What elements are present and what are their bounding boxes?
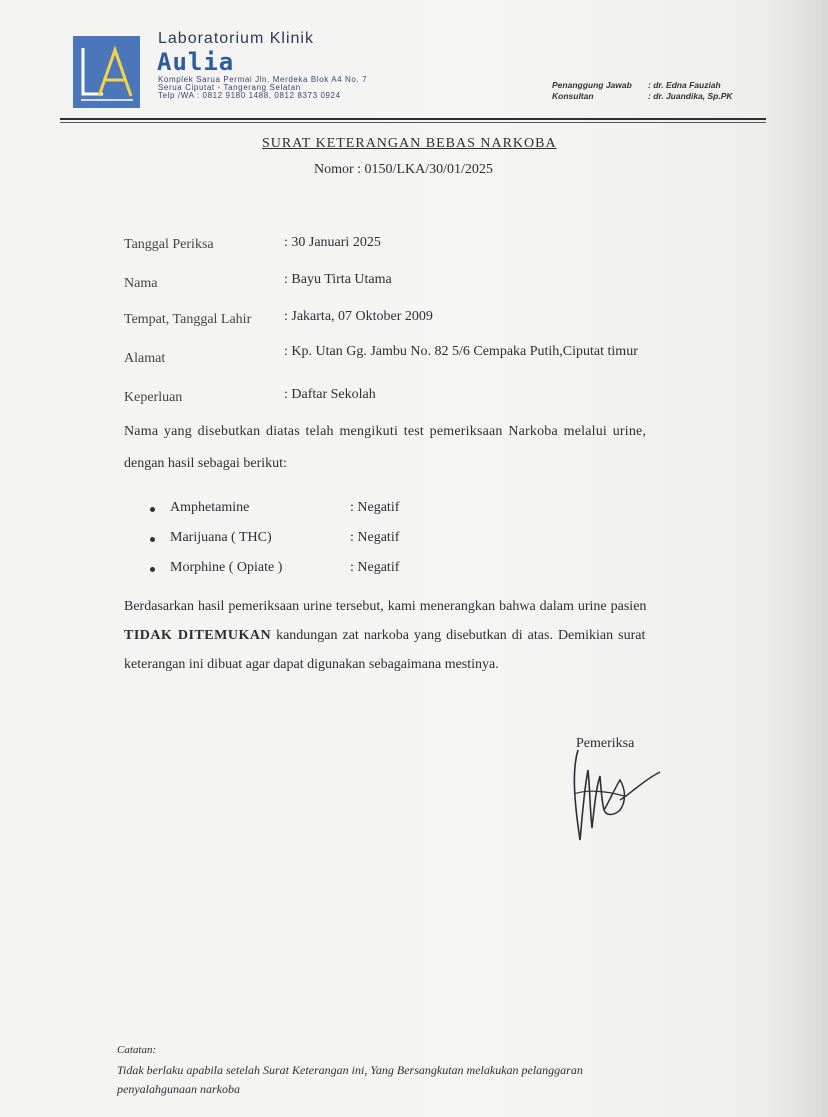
clinic-logo: [73, 36, 140, 108]
field-label: Alamat: [124, 351, 166, 366]
conclusion-emphasis: TIDAK DITEMUKAN: [124, 628, 272, 643]
clinic-name: Aulia: [157, 48, 235, 76]
note-text: [117, 1061, 583, 1099]
header-divider-thin: [60, 122, 766, 123]
conclusion-text: keterangan ini dibuat agar dapat digunakan sebagaimana mestinya.: [124, 657, 499, 672]
test-name: Marijuana ( THC): [170, 530, 272, 545]
test-name: Morphine ( Opiate ): [170, 560, 283, 575]
conclusion-rest: kandungan zat narkoba yang disebutkan di atas. Demikian surat: [271, 628, 646, 643]
field-label: Tempat, Tanggal Lahir: [124, 312, 252, 327]
staff-name: : dr. Juandika, Sp.PK: [648, 91, 733, 101]
test-result: : Negatif: [350, 500, 400, 515]
document-title: SURAT KETERANGAN BEBAS NARKOBA: [262, 136, 557, 151]
field-value: : Daftar Sekolah: [284, 387, 376, 402]
address-line: Komplek Sarua Permai Jln. Merdeka Blok A4 No. 7: [158, 75, 368, 84]
staff-role: Konsultan: [552, 91, 594, 101]
test-result: : Negatif: [350, 530, 400, 545]
test-result: : Negatif: [350, 560, 400, 575]
header-divider: [60, 118, 766, 120]
field-value: : Bayu Tirta Utama: [284, 272, 392, 287]
signature-icon: [564, 740, 674, 850]
conclusion-text: [124, 628, 645, 644]
clinic-subtitle: Laboratorium Klinik: [158, 30, 314, 47]
address-line: Telp /WA : 0812 9180 1488, 0812 8373 0924: [158, 91, 341, 100]
field-value: : Jakarta, 07 Oktober 2009: [284, 309, 433, 324]
logo-mark-icon: [73, 36, 140, 108]
field-value: : Kp. Utan Gg. Jambu No. 82 5/6 Cempaka Putih,Ciputat timur: [284, 344, 638, 359]
field-label: Nama: [124, 276, 158, 291]
bullet-icon: [150, 507, 155, 512]
signature-label: Pemeriksa: [576, 736, 635, 751]
staff-name: : dr. Edna Fauziah: [648, 80, 721, 90]
intro-text: Nama yang disebutkan diatas telah mengikuti test pemeriksaan Narkoba melalui urine,: [124, 424, 647, 439]
bullet-icon: [150, 537, 155, 542]
staff-block: [552, 80, 733, 102]
intro-text: dengan hasil sebagai berikut:: [124, 456, 287, 471]
note-line: penyalahgunaan narkoba: [117, 1082, 240, 1096]
test-name: Amphetamine: [170, 500, 250, 515]
document-number: Nomor : 0150/LKA/30/01/2025: [314, 162, 493, 177]
address-line: Serua Ciputat - Tangerang Selatan: [158, 83, 301, 92]
conclusion-text: Berdasarkan hasil pemeriksaan urine tersebut, kami menerangkan bahwa dalam urine pasien: [124, 599, 647, 614]
note-title: Catatan:: [117, 1044, 157, 1056]
staff-role: Penanggung Jawab: [552, 80, 632, 90]
staff-row: [552, 91, 733, 102]
field-label: Keperluan: [124, 390, 183, 405]
note-line: Tidak berlaku apabila setelah Surat Keterangan ini, Yang Bersangkutan melakukan pelanggaran: [117, 1063, 583, 1077]
bullet-icon: [150, 567, 155, 572]
field-label: Tanggal Periksa: [124, 237, 214, 252]
clinic-address: [158, 76, 367, 100]
field-value: : 30 Januari 2025: [284, 235, 381, 250]
staff-row: [552, 80, 733, 91]
